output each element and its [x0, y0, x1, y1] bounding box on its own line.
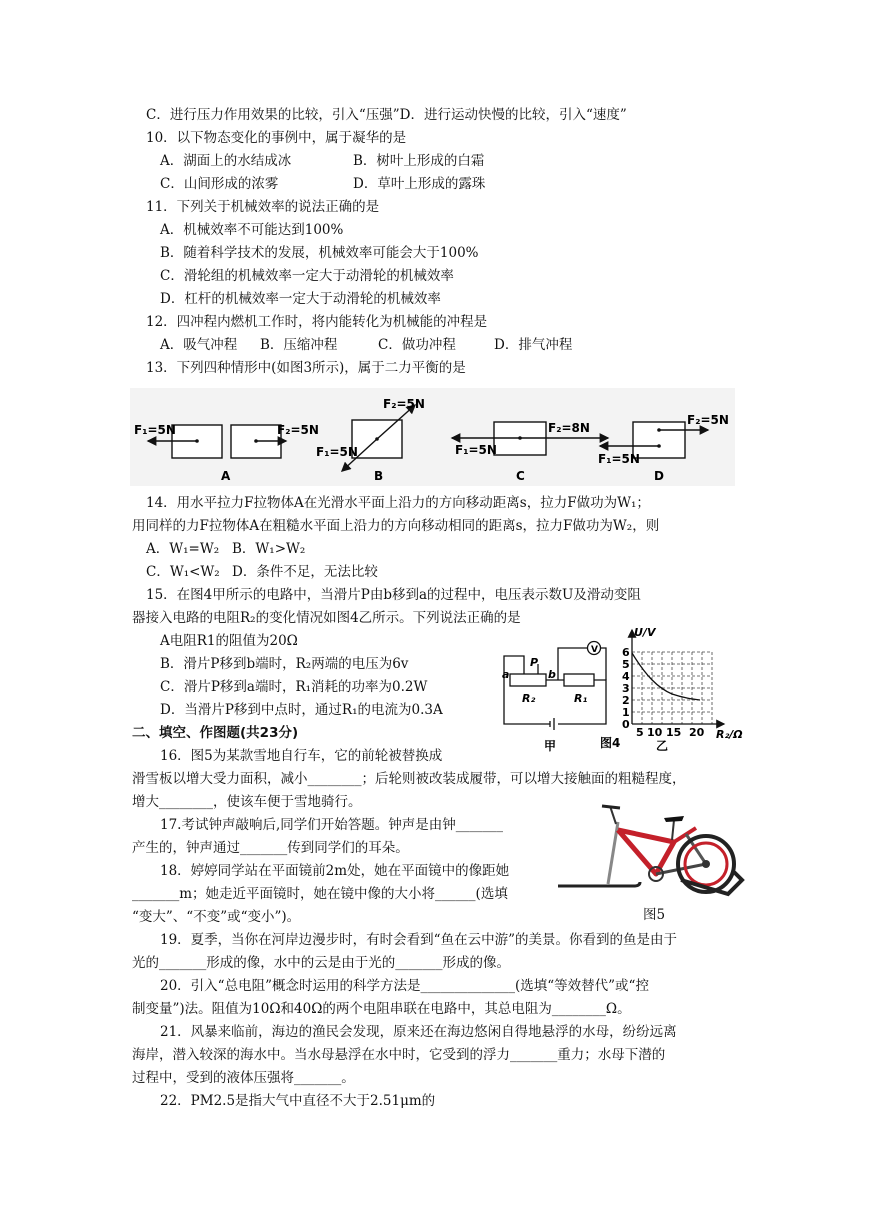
q17-stem-2: 产生的，钟声通过_______传到同学们的耳朵。 [132, 840, 409, 856]
fig3c-f1-label: F₁=5N [455, 443, 497, 457]
fig4-p-label: P [530, 656, 539, 669]
fig3b-f1-label: F₁=5N [316, 445, 358, 459]
q14-option-c: C．W₁<W₂ [146, 564, 220, 580]
q14-option-b: B．W₁>W₂ [232, 541, 306, 557]
fig3d-f1-label: F₁=5N [598, 452, 640, 466]
q21-stem-1: 21．风暴来临前，海边的渔民会发现，原来还在海边悠闲自得地悬浮的水母，纷纷远离 [160, 1024, 677, 1040]
fig4-ytick: 1 [622, 706, 630, 719]
q19-stem-1: 19．夏季，当你在河岸边漫步时，有时会看到“鱼在云中游”的美景。你看到的鱼是由于 [160, 932, 677, 948]
q14-option-d: D．条件不足，无法比较 [232, 564, 378, 580]
fig4-xtick: 10 [647, 726, 663, 739]
fig4-ytick: 4 [622, 670, 630, 683]
fig4-x-axis-label: R₂/Ω [716, 728, 743, 741]
fig4-caption: 图4 [600, 736, 621, 750]
q12-stem: 12．四冲程内燃机工作时，将内能转化为机械能的冲程是 [146, 314, 488, 330]
q21-stem-3: 过程中，受到的液体压强将_______。 [132, 1070, 355, 1086]
fig3a-f1-label: F₁=5N [134, 423, 176, 437]
q22-stem: 22．PM2.5是指大气中直径不大于2.51μm的 [160, 1093, 436, 1109]
q20-stem-2: 制变量”)法。阻值为10Ω和40Ω的两个电阻串联在电路中，其总电阻为________Ω。 [132, 1001, 631, 1017]
q10-option-c: C．山间形成的浓雾 [160, 176, 279, 192]
fig4-xtick: 5 [636, 726, 644, 739]
fig4-y-axis-label: U/V [634, 626, 656, 639]
q10-option-d: D．草叶上形成的露珠 [353, 176, 486, 192]
figure-4-graph [632, 630, 724, 724]
q15-option-c: C．滑片P移到a端时，R₁消耗的功率为0.2W [160, 679, 428, 695]
q11-option-a: A．机械效率不可能达到100% [160, 222, 344, 238]
q16-stem-2: 滑雪板以增大受力面积，减小________；后轮则被改装成履带，可以增大接触面的粗糙程度， [132, 771, 686, 787]
q20-stem-1: 20．引入“总电阻”概念时运用的科学方法是______________(选填“等效替代”或“控 [160, 978, 649, 994]
q10-stem: 10．以下物态变化的事例中，属于凝华的是 [146, 130, 407, 146]
fig4-xtick: 20 [689, 726, 705, 739]
fig3a-label: A [221, 469, 231, 483]
q21-stem-2: 海岸，潜入较深的海水中。当水母悬浮在水中时，它受到的浮力_______重力；水母下潜的 [132, 1047, 666, 1063]
q18-stem-2: _______m；她走近平面镜时，她在镜中像的大小将______(选填 [132, 886, 508, 902]
fig4-ytick: 6 [622, 646, 630, 659]
q16-stem-3: 增大________，使该车便于雪地骑行。 [132, 794, 362, 810]
fig4-ytick: 5 [622, 658, 630, 671]
q15-option-d: D．当滑片P移到中点时，通过R₁的电流为0.3A [160, 702, 443, 718]
fig3c-label: C [516, 469, 525, 483]
q18-stem-1: 18．婷婷同学站在平面镜前2m处，她在平面镜中的像距她 [160, 863, 510, 879]
figure-3-force-diagrams [130, 388, 735, 486]
q10-option-a: A．湖面上的水结成冰 [160, 153, 292, 169]
q17-stem-1: 17.考试钟声敲响后,同学们开始答题。钟声是由钟_______ [160, 817, 504, 833]
q14-option-a: A．W₁=W₂ [146, 541, 220, 557]
q15-stem-2: 器接入电路的电阻R₂的变化情况如图4乙所示。下列说法正确的是 [132, 610, 521, 626]
q10-option-b: B．树叶上形成的白霜 [353, 153, 485, 169]
q12-option-b: B．压缩冲程 [260, 337, 338, 353]
q9-cd-line: C．进行压力作用效果的比较，引入“压强”D．进行运动快慢的比较，引入“速度” [146, 107, 627, 123]
fig3b-label: B [374, 469, 384, 483]
fig3c-f2-label: F₂=8N [548, 421, 590, 435]
fig4-ytick: 3 [622, 682, 630, 695]
section-2-heading: 二、填空、作图题(共23分) [132, 725, 299, 741]
q11-option-d: D．杠杆的机械效率一定大于动滑轮的机械效率 [160, 291, 441, 307]
q18-stem-3: “变大”、“不变”或“变小”)。 [132, 909, 301, 925]
q12-option-d: D．排气冲程 [494, 337, 573, 353]
fig4-b-label: b [548, 668, 556, 681]
q14-stem-2: 用同样的力F拉物体A在粗糙水平面上沿力的方向移动相同的距离s，拉力F做功为W₂，则 [132, 518, 660, 534]
fig4-ytick: 2 [622, 694, 630, 707]
q19-stem-2: 光的_______形成的像，水中的云是由于光的_______形成的像。 [132, 955, 510, 971]
fig4-origin-label: 0 [622, 718, 630, 731]
fig3a-f2-label: F₂=5N [277, 423, 319, 437]
fig4-a-label: a [502, 668, 510, 681]
q12-option-a: A．吸气冲程 [160, 337, 238, 353]
fig4-r2-label: R₂ [522, 692, 536, 705]
q16-stem-1: 16．图5为某款雪地自行车，它的前轮被替换成 [160, 748, 443, 764]
q11-stem: 11．下列关于机械效率的说法正确的是 [146, 199, 380, 215]
fig3b-f2-label: F₂=5N [383, 397, 425, 411]
q15-option-a: A电阻R1的阻值为20Ω [160, 633, 298, 649]
fig3d-label: D [654, 469, 664, 483]
q11-option-c: C．滑轮组的机械效率一定大于动滑轮的机械效率 [160, 268, 454, 284]
q14-stem-1: 14．用水平拉力F拉物体A在光滑水平面上沿力的方向移动距离s，拉力F做功为W₁； [146, 495, 650, 511]
fig4-xtick: 15 [666, 726, 682, 739]
fig3d-f2-label: F₂=5N [687, 413, 729, 427]
figure-5-caption: 图5 [643, 907, 666, 923]
fig4-yi-label: 乙 [656, 739, 669, 752]
fig4-jia-label: 甲 [544, 739, 557, 752]
fig4-r1-label: R₁ [574, 692, 588, 705]
figure-4 [496, 626, 748, 752]
fig4-voltmeter-label: V [591, 645, 598, 655]
q11-option-b: B．随着科学技术的发展，机械效率可能会大于100% [160, 245, 479, 261]
figure-5-snow-bike-image [556, 794, 752, 898]
q12-option-c: C．做功冲程 [378, 337, 456, 353]
q13-stem: 13．下列四种情形中(如图3所示)，属于二力平衡的是 [146, 360, 466, 376]
q15-option-b: B．滑片P移到b端时，R₂两端的电压为6v [160, 656, 409, 672]
q15-stem-1: 15．在图4甲所示的电路中，当滑片P由b移到a的过程中，电压表示数U及滑动变阻 [146, 587, 641, 603]
